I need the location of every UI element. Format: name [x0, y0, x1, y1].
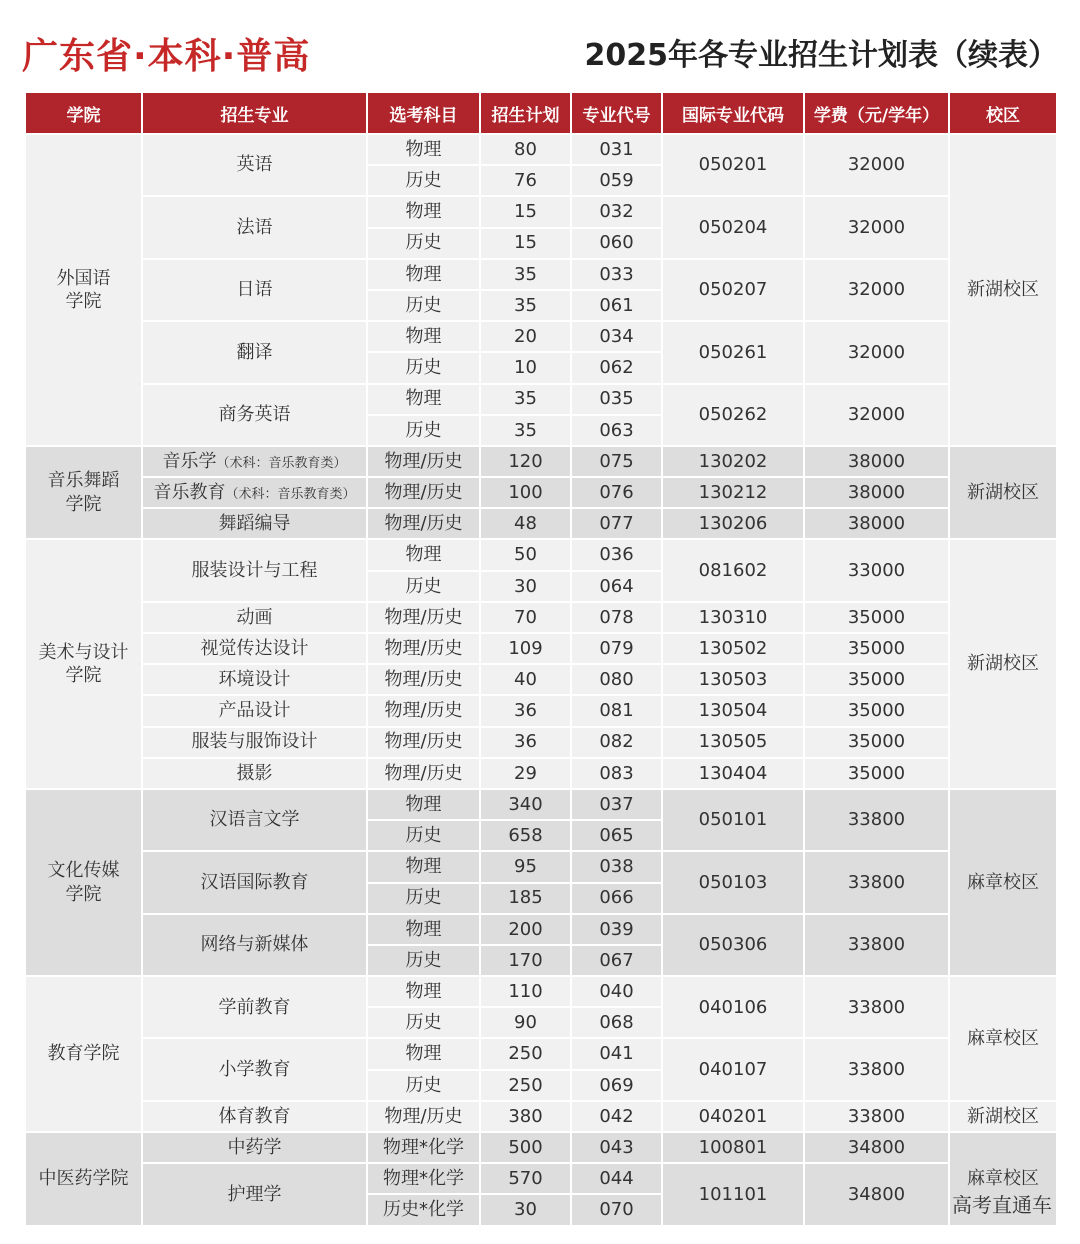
intl-code-cell: 040106	[663, 977, 803, 1037]
major-label: 摄影	[236, 762, 273, 784]
plan-count-cell: 95	[481, 852, 570, 881]
intl-code-cell: 040107	[663, 1039, 803, 1099]
subject-cell: 物理	[368, 322, 479, 351]
major-code-cell: 061	[572, 291, 661, 320]
tuition-cell: 34800	[805, 1164, 948, 1224]
major-label: 日语	[236, 279, 273, 301]
major-label: 中药学	[227, 1136, 282, 1158]
major-code-cell: 078	[572, 603, 661, 632]
table-row	[26, 1133, 1056, 1162]
campus-cell: 新湖校区	[950, 447, 1056, 539]
subject-cell: 物理	[368, 1039, 479, 1068]
intl-code-cell: 050207	[663, 260, 803, 320]
table-row	[26, 1039, 1056, 1068]
plan-count-cell: 70	[481, 603, 570, 632]
subject-cell: 物理	[368, 260, 479, 289]
subject-cell: 物理	[368, 977, 479, 1006]
column-header: 国际专业代码	[663, 93, 803, 133]
major-code-cell: 069	[572, 1071, 661, 1100]
plan-count-cell: 29	[481, 759, 570, 788]
major-label: 法语	[236, 216, 273, 238]
intl-code-cell: 101101	[663, 1164, 803, 1224]
major-name	[143, 665, 366, 694]
intl-code-cell: 040201	[663, 1102, 803, 1131]
intl-code-cell: 050103	[663, 852, 803, 912]
tuition-cell: 33800	[805, 1039, 948, 1099]
intl-code-cell: 130202	[663, 447, 803, 476]
major-name	[143, 1039, 366, 1099]
major-name	[143, 1102, 366, 1131]
plan-count-cell: 120	[481, 447, 570, 476]
subject-cell: 历史	[368, 353, 479, 382]
table-header-row	[26, 93, 1056, 133]
table-row	[26, 665, 1056, 694]
major-code-cell: 068	[572, 1008, 661, 1037]
subject-cell: 物理	[368, 852, 479, 881]
subject-cell: 物理/历史	[368, 696, 479, 725]
subject-cell: 物理	[368, 135, 479, 164]
major-label: 服装与服饰设计	[191, 731, 318, 753]
plan-count-cell: 80	[481, 135, 570, 164]
table-row	[26, 540, 1056, 569]
table-row	[26, 977, 1056, 1006]
table-row	[26, 385, 1056, 414]
table-row	[26, 1164, 1056, 1193]
tuition-cell: 32000	[805, 260, 948, 320]
plan-count-cell: 570	[481, 1164, 570, 1193]
plan-count-cell: 15	[481, 229, 570, 258]
column-header: 专业代号	[572, 93, 661, 133]
intl-code-cell: 130504	[663, 696, 803, 725]
major-code-cell: 043	[572, 1133, 661, 1162]
major-code-cell: 079	[572, 634, 661, 663]
plan-count-cell: 10	[481, 353, 570, 382]
plan-count-cell: 185	[481, 884, 570, 913]
plan-count-cell: 30	[481, 1195, 570, 1224]
subject-cell: 历史	[368, 166, 479, 195]
plan-count-cell: 250	[481, 1071, 570, 1100]
major-code-cell: 034	[572, 322, 661, 351]
major-name	[143, 509, 366, 538]
subject-cell: 物理/历史	[368, 603, 479, 632]
column-header: 招生计划	[481, 93, 570, 133]
plan-count-cell: 90	[481, 1008, 570, 1037]
plan-count-cell: 50	[481, 540, 570, 569]
tuition-cell: 35000	[805, 696, 948, 725]
subject-cell: 历史	[368, 821, 479, 850]
intl-code-cell: 050261	[663, 322, 803, 382]
major-code-cell: 083	[572, 759, 661, 788]
plan-count-cell: 20	[481, 322, 570, 351]
major-name	[143, 852, 366, 912]
campus-cell: 新湖校区	[950, 135, 1056, 445]
major-code-cell: 037	[572, 790, 661, 819]
tuition-cell: 33800	[805, 790, 948, 850]
plan-count-cell: 658	[481, 821, 570, 850]
major-code-cell: 082	[572, 728, 661, 757]
page-title: 2025年各专业招生计划表（续表）	[584, 38, 1058, 73]
major-label: 网络与新媒体	[200, 934, 309, 956]
plan-count-cell: 35	[481, 260, 570, 289]
tuition-cell: 33800	[805, 977, 948, 1037]
plan-count-cell: 15	[481, 197, 570, 226]
table-row	[26, 759, 1056, 788]
intl-code-cell: 130404	[663, 759, 803, 788]
intl-code-cell: 130310	[663, 603, 803, 632]
tuition-cell: 35000	[805, 603, 948, 632]
subject-cell: 物理/历史	[368, 1102, 479, 1131]
plan-count-cell: 35	[481, 385, 570, 414]
major-code-cell: 032	[572, 197, 661, 226]
major-name	[143, 385, 366, 445]
major-name	[143, 915, 366, 975]
tuition-cell: 33800	[805, 852, 948, 912]
table-row	[26, 603, 1056, 632]
subject-cell: 历史	[368, 229, 479, 258]
table-row	[26, 790, 1056, 819]
major-code-cell: 044	[572, 1164, 661, 1193]
college-name: 教育学院	[26, 977, 141, 1131]
major-label: 英语	[236, 154, 273, 176]
table-row	[26, 696, 1056, 725]
intl-code-cell: 130502	[663, 634, 803, 663]
column-header: 招生专业	[143, 93, 366, 133]
subject-cell: 物理/历史	[368, 447, 479, 476]
intl-code-cell: 050262	[663, 385, 803, 445]
major-note: （术科：音乐教育类）	[216, 455, 347, 471]
subject-cell: 物理/历史	[368, 728, 479, 757]
major-label: 音乐学	[162, 450, 217, 472]
tuition-cell: 32000	[805, 385, 948, 445]
subject-cell: 历史	[368, 1008, 479, 1037]
major-label: 体育教育	[218, 1105, 291, 1127]
intl-code-cell: 130212	[663, 478, 803, 507]
campus-cell: 新湖校区	[950, 540, 1056, 788]
intl-code-cell: 050204	[663, 197, 803, 257]
major-name	[143, 478, 366, 507]
intl-code-cell: 130505	[663, 728, 803, 757]
major-code-cell: 062	[572, 353, 661, 382]
major-code-cell: 041	[572, 1039, 661, 1068]
major-code-cell: 063	[572, 416, 661, 445]
major-label: 商务英语	[218, 403, 291, 425]
subject-cell: 历史	[368, 572, 479, 601]
major-code-cell: 035	[572, 385, 661, 414]
plan-count-cell: 170	[481, 946, 570, 975]
table-body	[26, 135, 1056, 1225]
subject-cell: 物理*化学	[368, 1133, 479, 1162]
college-name: 文化传媒 学院	[26, 790, 141, 975]
plan-count-cell: 109	[481, 634, 570, 663]
watermark: 高考直通车	[952, 1193, 1052, 1217]
enrollment-plan-table	[24, 91, 1058, 1227]
tuition-cell: 38000	[805, 509, 948, 538]
subject-cell: 历史*化学	[368, 1195, 479, 1224]
intl-code-cell: 130503	[663, 665, 803, 694]
major-code-cell: 031	[572, 135, 661, 164]
subject-cell: 物理/历史	[368, 478, 479, 507]
tuition-cell: 33000	[805, 540, 948, 600]
intl-code-cell: 050306	[663, 915, 803, 975]
major-note: （术科：音乐教育类）	[225, 486, 356, 502]
major-code-cell: 059	[572, 166, 661, 195]
major-label: 音乐教育	[153, 481, 226, 503]
table-row	[26, 509, 1056, 538]
major-code-cell: 077	[572, 509, 661, 538]
major-code-cell: 065	[572, 821, 661, 850]
major-name	[143, 135, 366, 195]
major-label: 护理学	[227, 1183, 282, 1205]
subject-cell: 历史	[368, 1071, 479, 1100]
college-name: 中医药学院	[26, 1133, 141, 1225]
table-row	[26, 260, 1056, 289]
tuition-cell: 33800	[805, 915, 948, 975]
college-name: 音乐舞蹈 学院	[26, 447, 141, 539]
subject-cell: 历史	[368, 884, 479, 913]
major-name	[143, 322, 366, 382]
major-label: 舞蹈编导	[218, 513, 291, 535]
plan-count-cell: 36	[481, 696, 570, 725]
table-row	[26, 478, 1056, 507]
major-name	[143, 1133, 366, 1162]
tuition-cell: 38000	[805, 447, 948, 476]
column-header: 选考科目	[368, 93, 479, 133]
plan-count-cell: 30	[481, 572, 570, 601]
college-name: 美术与设计 学院	[26, 540, 141, 788]
plan-count-cell: 380	[481, 1102, 570, 1131]
major-code-cell: 033	[572, 260, 661, 289]
major-name	[143, 759, 366, 788]
tuition-cell: 35000	[805, 634, 948, 663]
campus-cell: 麻章校区	[950, 1133, 1056, 1225]
tuition-cell: 35000	[805, 759, 948, 788]
tuition-cell: 38000	[805, 478, 948, 507]
plan-count-cell: 76	[481, 166, 570, 195]
subject-cell: 物理/历史	[368, 759, 479, 788]
major-name	[143, 1164, 366, 1224]
subject-cell: 历史	[368, 416, 479, 445]
campus-cell: 麻章校区	[950, 977, 1056, 1100]
major-name	[143, 790, 366, 850]
major-code-cell: 039	[572, 915, 661, 944]
intl-code-cell: 050101	[663, 790, 803, 850]
subject-cell: 物理	[368, 385, 479, 414]
brand-banner: 广东省·本科·普高	[22, 36, 311, 77]
major-code-cell: 075	[572, 447, 661, 476]
major-name	[143, 977, 366, 1037]
major-label: 小学教育	[218, 1058, 291, 1080]
plan-count-cell: 250	[481, 1039, 570, 1068]
major-name	[143, 447, 366, 476]
subject-cell: 历史	[368, 291, 479, 320]
plan-count-cell: 35	[481, 416, 570, 445]
plan-count-cell: 48	[481, 509, 570, 538]
subject-cell: 物理/历史	[368, 509, 479, 538]
table-row	[26, 915, 1056, 944]
subject-cell: 物理/历史	[368, 665, 479, 694]
subject-cell: 物理/历史	[368, 634, 479, 663]
major-code-cell: 060	[572, 229, 661, 258]
major-label: 汉语言文学	[209, 809, 300, 831]
major-code-cell: 042	[572, 1102, 661, 1131]
table-row	[26, 1102, 1056, 1131]
table-row	[26, 447, 1056, 476]
table-row	[26, 197, 1056, 226]
major-name	[143, 603, 366, 632]
subject-cell: 物理*化学	[368, 1164, 479, 1193]
major-code-cell: 064	[572, 572, 661, 601]
tuition-cell: 32000	[805, 322, 948, 382]
major-label: 环境设计	[218, 669, 291, 691]
column-header: 校区	[950, 93, 1056, 133]
major-label: 汉语国际教育	[200, 871, 309, 893]
major-name	[143, 634, 366, 663]
major-code-cell: 038	[572, 852, 661, 881]
tuition-cell: 33800	[805, 1102, 948, 1131]
plan-count-cell: 40	[481, 665, 570, 694]
table-row	[26, 728, 1056, 757]
major-name	[143, 728, 366, 757]
intl-code-cell: 081602	[663, 540, 803, 600]
subject-cell: 物理	[368, 915, 479, 944]
tuition-cell: 32000	[805, 135, 948, 195]
campus-cell: 麻章校区	[950, 790, 1056, 975]
major-name	[143, 696, 366, 725]
major-code-cell: 070	[572, 1195, 661, 1224]
intl-code-cell: 130206	[663, 509, 803, 538]
column-header: 学费（元/学年）	[805, 93, 948, 133]
table-row	[26, 634, 1056, 663]
major-label: 翻译	[236, 341, 273, 363]
table-row	[26, 135, 1056, 164]
tuition-cell: 32000	[805, 197, 948, 257]
plan-count-cell: 35	[481, 291, 570, 320]
plan-count-cell: 110	[481, 977, 570, 1006]
major-label: 产品设计	[218, 700, 291, 722]
plan-count-cell: 100	[481, 478, 570, 507]
major-label: 视觉传达设计	[200, 637, 309, 659]
table-row	[26, 322, 1056, 351]
major-code-cell: 036	[572, 540, 661, 569]
major-code-cell: 066	[572, 884, 661, 913]
tuition-cell: 35000	[805, 665, 948, 694]
plan-count-cell: 500	[481, 1133, 570, 1162]
subject-cell: 物理	[368, 790, 479, 819]
major-name	[143, 540, 366, 600]
major-code-cell: 080	[572, 665, 661, 694]
campus-cell: 新湖校区	[950, 1102, 1056, 1131]
subject-cell: 历史	[368, 946, 479, 975]
column-header: 学院	[26, 93, 141, 133]
tuition-cell: 35000	[805, 728, 948, 757]
major-name	[143, 197, 366, 257]
plan-count-cell: 200	[481, 915, 570, 944]
major-code-cell: 076	[572, 478, 661, 507]
plan-count-cell: 36	[481, 728, 570, 757]
intl-code-cell: 100801	[663, 1133, 803, 1162]
college-name: 外国语 学院	[26, 135, 141, 445]
subject-cell: 物理	[368, 540, 479, 569]
tuition-cell: 34800	[805, 1133, 948, 1162]
subject-cell: 物理	[368, 197, 479, 226]
major-name	[143, 260, 366, 320]
intl-code-cell: 050201	[663, 135, 803, 195]
major-label: 动画	[236, 606, 273, 628]
major-label: 服装设计与工程	[191, 559, 318, 581]
major-label: 学前教育	[218, 996, 291, 1018]
major-code-cell: 040	[572, 977, 661, 1006]
major-code-cell: 081	[572, 696, 661, 725]
major-code-cell: 067	[572, 946, 661, 975]
plan-count-cell: 340	[481, 790, 570, 819]
table-row	[26, 852, 1056, 881]
